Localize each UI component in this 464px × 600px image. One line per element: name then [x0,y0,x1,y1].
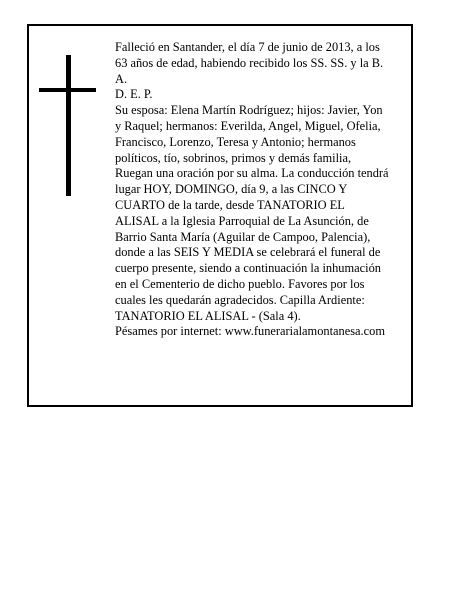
family-and-funeral-details: Su esposa: Elena Martín Rodríguez; hijos: Javier, Yon y Raquel; hermanos: Everilda, Angel, Miguel, Ofelia, Francisco, Lorenzo, Teresa y Antonio; hermanos políticos, tío, sobrinos, primos y demás familia, Ruegan una oración por su alma. La conducción tendrá lugar HOY, DOMINGO, día 9, a las CINCO Y CUARTO de la tarde, desde TANATORIO EL ALISAL a la Iglesia Parroquial de La Asunción, de Barrio Santa María (Aguilar de Campoo, Palencia), donde a las SEIS Y MEDIA se celebrará el funeral de cuerpo presente, siendo a continuación la inhumación en el Cementerio de dicho pueblo. Favores por los cuales les quedarán agradecidos. Capilla Ardiente: TANATORIO EL ALISAL - (Sala 4). [115,103,389,323]
cross-icon [29,26,89,176]
cross-vertical-bar [66,55,71,196]
rest-in-peace: D. E. P. [115,87,153,102]
death-announcement: Falleció en Santander, el día 7 de junio de 2013, a los 63 años de edad, habiendo recibido los SS. SS. y la B. A. [115,40,384,86]
obituary-text [115,40,389,340]
condolences-website: Pésames por internet: www.funerarialamontanesa.com [115,324,385,339]
obituary-notice [27,24,413,407]
cross-horizontal-bar [39,88,96,92]
